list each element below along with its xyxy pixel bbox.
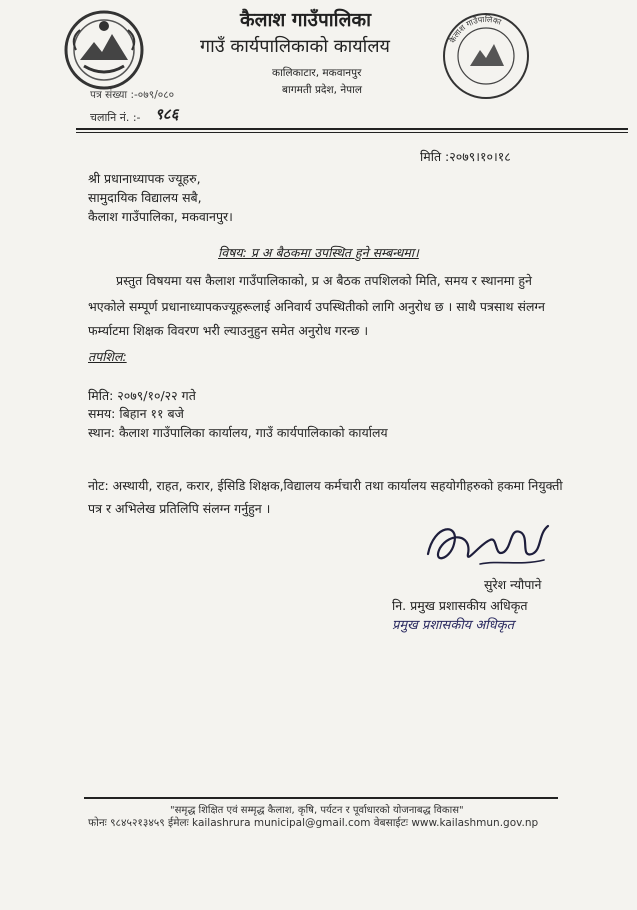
letter-subject: विषय: प्र अ बैठकमा उपस्थित हुने सम्बन्धमा। [218,245,419,260]
address-line-2: बागमती प्रदेश, नेपाल [282,84,362,96]
dispatch-label: चलानि नं. :- [90,111,141,124]
body-line: प्रस्तुत विषयमा यस कैलाश गाउँपालिकाको, प्र अ बैठक तपशिलको मिति, समय र स्थानमा हुने [116,273,532,288]
office-seal-stamp [440,10,532,102]
address-line-1: कालिकाटार, मकवानपुर [272,67,362,79]
dispatch-number: ९८६ [155,105,179,123]
detail-time: समय: बिहान ११ बजे [88,406,184,421]
recipient-line: कैलाश गाउँपालिका, मकवानपुर। [88,209,233,224]
detail-venue: स्थान: कैलाश गाउँपालिका कार्यालय, गाउँ कार्यपालिकाको कार्यालय [88,425,388,440]
signatory-stamp: प्रमुख प्रशासकीय अधिकृत [392,618,515,633]
recipient-line: सामुदायिक विद्यालय सबै, [88,190,202,205]
detail-date: मिति: २०७९/१०/२२ गते [88,388,196,403]
footer-divider [84,797,558,799]
seal-text: कैलाश गाउँपालिका [448,14,503,45]
recipient-line: श्री प्रधानाध्यापक ज्यूहरु, [88,171,201,186]
footer-contact: फोनः ९८४५२१३४५९ ईमेलः kailashrura municipal@gmail.com वेबसाईटः www.kailashmun.gov.np [88,817,539,829]
note-line: पत्र र अभिलेख प्रतिलिपि संलग्न गर्नुहुन । [88,501,271,516]
reference-number: पत्र संख्या :-०७९/०८० [90,89,175,101]
header-divider-thin [76,132,628,133]
signatory-name: सुरेश न्यौपाने [484,577,542,592]
body-line: फर्म्याटमा शिक्षक विवरण भरी ल्याउनुहुन समेत अनुरोध गरन्छ । [88,323,369,338]
footer-motto: "समृद्ध शिक्षित एवं सम्मृद्ध कैलाश, कृषि, पर्यटन र पूर्वाधारको योजनाबद्ध विकास" [170,805,464,816]
details-heading: तपशिल: [88,349,127,364]
note-line: नोट: अस्थायी, राहत, करार, ईसिडि शिक्षक,विद्यालय कर्मचारी तथा कार्यालय सहयोगीहरुको हकमा नियुक्ती [88,478,563,493]
office-name: गाउँ कार्यपालिकाको कार्यालय [200,36,390,57]
nepal-emblem-icon [62,8,146,92]
signatory-title: नि. प्रमुख प्रशासकीय अधिकृत [392,598,528,613]
org-name: कैलाश गाउँपालिका [240,9,371,31]
body-line: भएकोले सम्पूर्ण प्रधानाध्यापकज्यूहरूलाई अनिवार्य उपस्थितीको लागि अनुरोध छ । साथै पत्रसाथ संलग्न [88,299,545,314]
handwritten-signature [420,514,560,578]
letter-date: मिति :२०७९।१०।१८ [420,149,511,164]
header-divider [76,128,628,130]
